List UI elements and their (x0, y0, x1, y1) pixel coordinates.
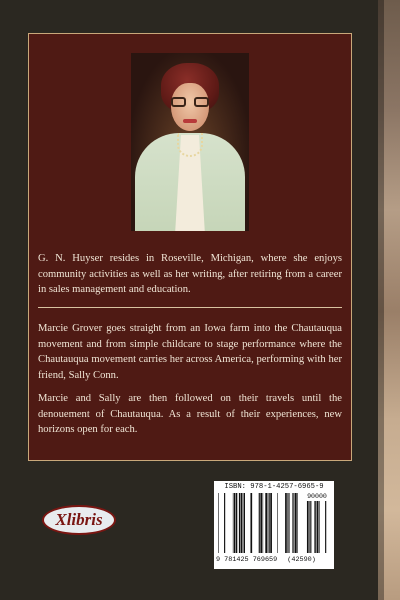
barcode-bar (310, 501, 311, 553)
ean-digits: 9 781425 769659 (216, 556, 278, 564)
barcode-bar (269, 493, 270, 553)
barcode-bar (250, 493, 252, 553)
barcode-bar (270, 493, 272, 553)
barcode-bars (218, 493, 298, 553)
barcode-bar (268, 493, 269, 553)
photo-face (171, 83, 209, 131)
photo-necklace (177, 133, 203, 157)
author-photo (131, 53, 249, 231)
addon-barcode-bars (302, 501, 332, 553)
barcode-bar (277, 493, 278, 553)
publisher-logo (42, 505, 116, 535)
barcode-bar (233, 493, 234, 553)
barcode-bar (263, 493, 264, 553)
photo-glasses (171, 97, 209, 107)
barcode-bar (293, 493, 294, 553)
barcode-bar (234, 493, 235, 553)
barcode-bar (307, 501, 309, 553)
addon-price: 90000 (307, 493, 327, 500)
barcode-bar (239, 493, 240, 553)
barcode-bar (224, 493, 225, 553)
divider (38, 307, 342, 308)
publisher-logo-text: Xlibris (55, 510, 103, 529)
barcode-bar (285, 493, 287, 553)
barcode-bar (236, 493, 238, 553)
barcode-bar (309, 501, 310, 553)
barcode-bar (259, 493, 260, 553)
description-paragraph-2: Marcie and Sally are then followed on their travels until the denouement of Chautauqua. As a result of their experiences, new horizons open for each. (38, 393, 342, 436)
barcode-bar (297, 493, 298, 553)
barcode-bar (287, 493, 288, 553)
spine-shadow (378, 0, 384, 600)
barcode-bar (218, 493, 219, 553)
barcode-bar (244, 493, 245, 553)
barcode-bar (314, 501, 315, 553)
barcode-bar (243, 493, 244, 553)
barcode-bar (241, 493, 243, 553)
barcode-bar (260, 493, 262, 553)
barcode-bar (319, 501, 320, 553)
barcode-bar (265, 493, 267, 553)
isbn-label: ISBN: 978-1-4257-6965-9 (224, 483, 324, 491)
barcode-digits (216, 556, 332, 564)
barcode-bar (288, 493, 289, 553)
author-bio: G. N. Huyser resides in Roseville, Michigan, where she enjoys community activities as well as her writing, after retiring from a career in sales management and education. (38, 253, 342, 296)
barcode-bar (295, 493, 297, 553)
description-paragraph-1: Marcie Grover goes straight from an Iowa farm into the Chautauqua movement and from simple childcare to stage performance where the Chautauqua movement carries her across America, performing with her friend, Sally Conn. (38, 323, 342, 381)
isbn-barcode (214, 481, 334, 569)
barcode-bar (292, 493, 293, 553)
barcode-bar (317, 501, 319, 553)
barcode-bar (315, 501, 316, 553)
barcode-bar (325, 501, 326, 553)
photo-mouth (183, 119, 197, 123)
addon-digits: (42590) (287, 556, 316, 564)
